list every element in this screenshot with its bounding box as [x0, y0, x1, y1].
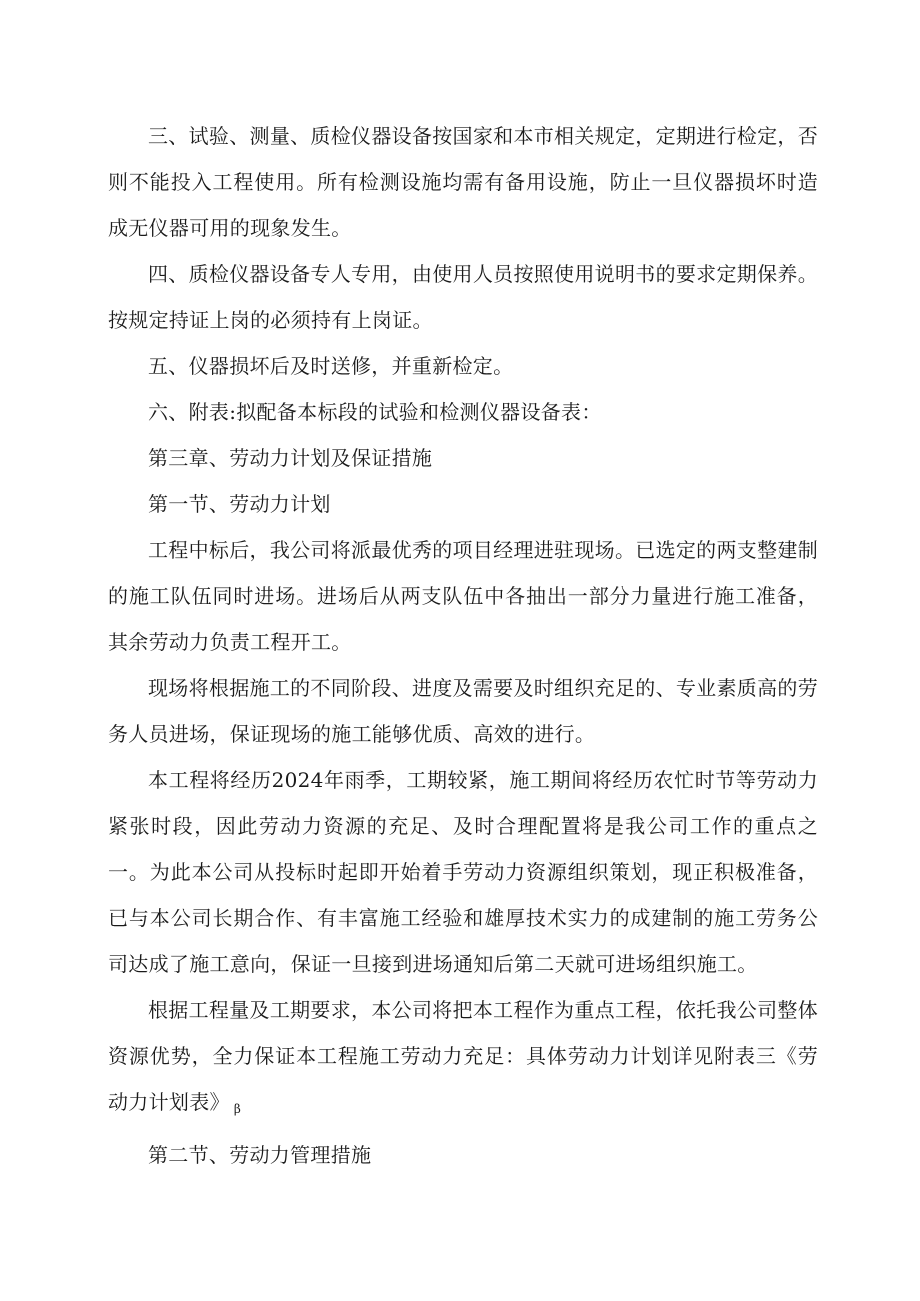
paragraph-rainy-season: 本工程将经历2024年雨季，工期较紧，施工期间将经历农忙时节等劳动力紧张时段，因此劳动力资源的充足、及时合理配置将是我公司工作的重点之一。为此本公司从投标时起即开始着手劳动力资源组织策划，现正积极准备，已与本公司长期合作、有丰富施工经验和雄厚技术实力的成建制的施工劳务公司达成了施工意向，保证一旦接到进场通知后第二天就可进场组织施工。 [108, 768, 818, 976]
paragraph-instrument-repair: 五、仪器损坏后及时送修，并重新检定。 [148, 354, 514, 378]
paragraph-labor-guarantee-text: 根据工程量及工期要求，本公司将把本工程作为重点工程，依托我公司整体资源优势，全力保证本工程施工劳动力充足：具体劳动力计划详见附表三《劳动力计划表》 [108, 998, 818, 1114]
paragraph-labor-mobilization: 工程中标后，我公司将派最优秀的项目经理进驻现场。已选定的两支整建制的施工队伍同时进场。进场后从两支队伍中各抽出一部分力量进行施工准备，其余劳动力负责工程开工。 [108, 538, 818, 654]
paragraph-labor-staging: 现场将根据施工的不同阶段、进度及需要及时组织充足的、专业素质高的劳务人员进场，保证现场的施工能够优质、高效的进行。 [108, 676, 818, 746]
paragraph-labor-guarantee [108, 987, 818, 1132]
chapter-heading: 第三章、劳动力计划及保证措施 [148, 446, 433, 470]
paragraph-appendix-table: 六、附表:拟配备本标段的试验和检测仪器设备表： [148, 400, 602, 424]
section-heading-labor-management: 第二节、劳动力管理措施 [148, 1143, 372, 1167]
document-body [108, 113, 818, 1178]
paragraph-labor-guarantee-suffix: β [233, 1102, 242, 1116]
section-heading-labor-plan: 第一节、劳动力计划 [148, 492, 331, 516]
paragraph-instrument-calibration: 三、试验、测量、质检仪器设备按国家和本市相关规定，定期进行检定，否则不能投入工程使用。所有检测设施均需有备用设施，防止一旦仪器损坏时造成无仪器可用的现象发生。 [108, 124, 818, 240]
paragraph-instrument-maintenance: 四、质检仪器设备专人专用，由使用人员按照使用说明书的要求定期保养。按规定持证上岗的必须持有上岗证。 [108, 262, 818, 332]
